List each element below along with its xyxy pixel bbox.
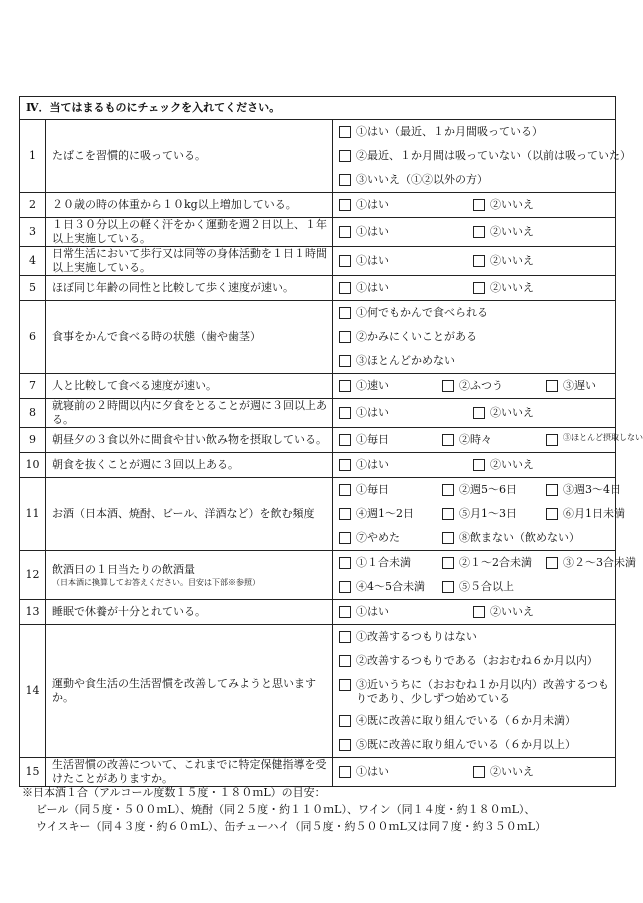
question-number: 10 (20, 453, 46, 478)
answer-option[interactable] (339, 502, 442, 526)
question-row (20, 301, 616, 374)
answer-options-cell (333, 478, 625, 551)
checkbox[interactable] (442, 532, 454, 544)
option-label: ②いいえ (490, 254, 534, 267)
answer-option[interactable] (339, 478, 442, 502)
option-label: ②最近、１か月間は吸っていない（以前は吸っていた） (356, 149, 631, 162)
answer-option[interactable] (339, 600, 473, 624)
question-text-cell (46, 301, 333, 374)
option-label: ②いいえ (490, 281, 534, 294)
question-number: 12 (20, 551, 46, 600)
option-label: ③週3～4日 (563, 483, 621, 496)
checkbox[interactable] (339, 331, 351, 343)
answer-options-cell (333, 600, 616, 625)
answer-option[interactable] (473, 453, 613, 477)
checkbox[interactable] (339, 407, 351, 419)
option-label: ④既に改善に取り組んでいる（６か月未満） (356, 714, 576, 727)
question-text-cell (46, 453, 333, 478)
option-label: ①はい (356, 198, 389, 211)
answer-options-cell (333, 399, 616, 428)
checkbox[interactable] (442, 557, 454, 569)
option-label: ①何でもかんで食べられる (356, 306, 488, 319)
question-row (20, 374, 616, 399)
answer-options-cell (333, 758, 616, 787)
option-label: ①はい (356, 458, 389, 471)
question-text: 人と比較して食べる速度が速い。 (52, 379, 217, 392)
question-text-cell (46, 428, 333, 453)
checkbox[interactable] (473, 199, 485, 211)
answer-options-cell (333, 247, 616, 276)
option-label: ③遅い (563, 379, 596, 392)
answer-options-cell (333, 120, 631, 193)
question-text-cell (46, 551, 333, 600)
answer-options-cell (333, 453, 616, 478)
answer-option[interactable] (339, 733, 613, 757)
answer-option[interactable] (473, 276, 613, 300)
checkbox[interactable] (339, 532, 351, 544)
question-number: 11 (20, 478, 46, 551)
answer-option[interactable] (339, 301, 613, 325)
checkbox[interactable] (339, 581, 351, 593)
checkbox[interactable] (442, 380, 454, 392)
checkbox[interactable] (339, 606, 351, 618)
option-label: ②改善するつもりである（おおむね６か月以内） (356, 654, 598, 667)
checkbox[interactable] (339, 282, 351, 294)
answer-options-cell (333, 374, 616, 399)
checkbox[interactable] (442, 508, 454, 520)
answer-option[interactable] (339, 428, 442, 452)
answer-option[interactable] (442, 526, 580, 550)
footnote-line-1: ※日本酒１合（アルコール度数１５度・１８０ｍL）の目安： (22, 786, 326, 799)
answer-option[interactable] (473, 220, 613, 244)
option-label: ③いいえ（①②以外の方） (356, 173, 488, 186)
answer-option[interactable] (339, 276, 473, 300)
question-text: 生活習慣の改善について、これまでに特定保健指導を受けたことがありますか。 (52, 758, 327, 785)
question-text: ほぼ同じ年齢の同性と比較して歩く速度が速い。 (52, 281, 294, 294)
question-row (20, 218, 616, 247)
question-number: 8 (20, 399, 46, 428)
question-text-cell (46, 276, 333, 301)
option-label: ⑤５合以上 (459, 580, 514, 593)
option-label: ①はい (356, 281, 389, 294)
question-number: 4 (20, 247, 46, 276)
option-label: ③２～3合未満 (563, 556, 636, 569)
answer-option[interactable] (546, 551, 636, 575)
question-number: 2 (20, 193, 46, 218)
option-label: ①１合未満 (356, 556, 411, 569)
answer-option[interactable] (473, 600, 613, 624)
question-number: 15 (20, 758, 46, 787)
option-label: ①速い (356, 379, 389, 392)
option-label: ①はい (356, 605, 389, 618)
question-text: １日３０分以上の軽く汗をかく運動を週２日以上、１年以上実施している。 (52, 218, 327, 245)
answer-option[interactable] (442, 502, 546, 526)
option-label: ②かみにくいことがある (356, 330, 477, 343)
answer-option[interactable] (473, 249, 613, 273)
checkbox[interactable] (339, 715, 351, 727)
checkbox[interactable] (339, 508, 351, 520)
checkbox[interactable] (339, 655, 351, 667)
answer-option[interactable] (546, 428, 643, 452)
footnote (22, 784, 622, 835)
question-number: 1 (20, 120, 46, 193)
answer-option[interactable] (339, 325, 613, 349)
answer-option[interactable] (339, 249, 473, 273)
question-row (20, 600, 616, 625)
checkbox[interactable] (473, 606, 485, 618)
checkbox[interactable] (339, 255, 351, 267)
option-label: ②いいえ (490, 458, 534, 471)
checkbox[interactable] (473, 766, 485, 778)
answer-option[interactable] (546, 478, 625, 502)
answer-options-cell (333, 193, 616, 218)
answer-option[interactable] (473, 401, 613, 425)
checkbox[interactable] (339, 766, 351, 778)
question-text-cell (46, 374, 333, 399)
answer-option[interactable] (546, 502, 625, 526)
question-row (20, 399, 616, 428)
question-text: たばこを習慣的に吸っている。 (52, 149, 206, 162)
checkbox[interactable] (339, 150, 351, 162)
option-label: ②１～2合未満 (459, 556, 532, 569)
option-label: ①改善するつもりはない (356, 630, 477, 643)
answer-options-cell (333, 301, 616, 374)
answer-option[interactable] (442, 428, 546, 452)
option-label: ②時々 (459, 433, 492, 446)
option-label: ②いいえ (490, 225, 534, 238)
option-label: ④週1～2日 (356, 507, 414, 520)
option-label: ③ほとんどかめない (356, 354, 455, 367)
question-text-cell (46, 193, 333, 218)
answer-option[interactable] (339, 649, 613, 673)
answer-options-cell (333, 276, 616, 301)
question-text: 食事をかんで食べる時の状態（歯や歯茎） (52, 330, 261, 343)
question-row (20, 551, 616, 600)
answer-options-cell (333, 428, 643, 453)
checkbox[interactable] (339, 355, 351, 367)
checkbox[interactable] (339, 174, 351, 186)
question-row (20, 120, 616, 193)
option-label: ①はい (356, 225, 389, 238)
question-row (20, 193, 616, 218)
question-number: 14 (20, 625, 46, 758)
answer-option[interactable] (339, 673, 613, 709)
answer-option[interactable] (339, 349, 613, 373)
answer-option[interactable] (473, 760, 613, 784)
question-number: 9 (20, 428, 46, 453)
option-label: ⑤既に改善に取り組んでいる（６か月以上） (356, 738, 576, 751)
question-row (20, 478, 616, 551)
option-label: ①はい (356, 406, 389, 419)
option-label: ⑧飲まない（飲めない） (459, 531, 580, 544)
checkbox[interactable] (339, 380, 351, 392)
option-label: ②いいえ (490, 198, 534, 211)
checkbox[interactable] (339, 199, 351, 211)
checkbox[interactable] (339, 557, 351, 569)
question-text: 日常生活において歩行又は同等の身体活動を１日１時間以上実施している。 (52, 247, 327, 274)
question-text: 朝食を抜くことが週に３回以上ある。 (52, 458, 239, 471)
question-row (20, 276, 616, 301)
checkbox[interactable] (339, 484, 351, 496)
answer-option[interactable] (339, 709, 613, 733)
question-text: お酒（日本酒、焼酎、ビール、洋酒など）を飲む頻度 (52, 507, 315, 520)
option-label: ⑦やめた (356, 531, 400, 544)
answer-option[interactable] (339, 374, 442, 398)
answer-options-cell (333, 218, 616, 247)
option-label: ①はい (356, 765, 389, 778)
checkbox[interactable] (339, 307, 351, 319)
question-number: 5 (20, 276, 46, 301)
answer-option[interactable] (339, 220, 473, 244)
answer-options-cell (333, 625, 616, 758)
checkbox[interactable] (473, 282, 485, 294)
option-label: ②いいえ (490, 765, 534, 778)
option-label: ①毎日 (356, 483, 389, 496)
question-text: 朝昼夕の３食以外に間食や甘い飲み物を摂取している。 (52, 433, 327, 446)
question-number: 13 (20, 600, 46, 625)
checkbox[interactable] (546, 508, 558, 520)
checkbox[interactable] (473, 226, 485, 238)
question-row (20, 453, 616, 478)
question-text: ２０歳の時の体重から１０kg以上増加している。 (52, 198, 297, 211)
checkbox[interactable] (442, 581, 454, 593)
checkbox[interactable] (339, 631, 351, 643)
question-text-cell (46, 399, 333, 428)
question-text-cell (46, 758, 333, 787)
checkbox[interactable] (546, 484, 558, 496)
option-label: ④4～5合未満 (356, 580, 425, 593)
answer-option[interactable] (339, 575, 442, 599)
checkbox[interactable] (546, 380, 558, 392)
checkbox[interactable] (473, 407, 485, 419)
option-label: ①毎日 (356, 433, 389, 446)
checkbox[interactable] (339, 459, 351, 471)
checkbox[interactable] (546, 557, 558, 569)
option-label: ⑥月1日未満 (563, 507, 625, 520)
questionnaire-table (19, 96, 643, 787)
answer-option[interactable] (339, 760, 473, 784)
question-row (20, 247, 616, 276)
option-label: ①はい (356, 254, 389, 267)
answer-option[interactable] (339, 453, 473, 477)
section-title: Ⅳ．当てはまるものにチェックを入れてください。 (20, 97, 616, 120)
question-text-cell (46, 478, 333, 551)
question-row (20, 758, 616, 787)
option-label: ①はい（最近、１か月間吸っている） (356, 125, 543, 138)
answer-option[interactable] (339, 401, 473, 425)
section-header-row (20, 97, 616, 120)
question-row (20, 625, 616, 758)
question-subtext: （日本酒に換算してお答えください。目安は下部※参照） (52, 577, 260, 587)
question-text: 就寝前の２時間以内に夕食をとることが週に３回以上ある。 (52, 399, 327, 426)
answer-options-cell (333, 551, 636, 600)
checkbox[interactable] (473, 255, 485, 267)
answer-option[interactable] (442, 478, 546, 502)
answer-option[interactable] (442, 551, 546, 575)
question-number: 6 (20, 301, 46, 374)
answer-option[interactable] (546, 374, 613, 398)
checkbox[interactable] (339, 226, 351, 238)
question-text: 飲酒日の１日当たりの飲酒量 (52, 562, 195, 576)
option-label: ②いいえ (490, 605, 534, 618)
checkbox[interactable] (442, 434, 454, 446)
question-text-cell (46, 218, 333, 247)
question-text: 睡眠で休養が十分とれている。 (52, 605, 206, 618)
answer-option[interactable] (339, 168, 631, 192)
question-row (20, 428, 616, 453)
checkbox[interactable] (339, 434, 351, 446)
footnote-line-2: ビール（同５度・５００ｍL）、焼酎（同２５度・約１１０ｍL）、ワイン（同１４度・約１８０ｍL）、 (36, 803, 536, 816)
checkbox[interactable] (442, 484, 454, 496)
answer-option[interactable] (339, 120, 631, 144)
checkbox[interactable] (339, 739, 351, 751)
footnote-line-3: ウイスキー（同４３度・約６０ｍL）、缶チューハイ（同５度・約５００ｍL又は同７度・約３５０ｍL） (36, 820, 547, 833)
question-text-cell (46, 120, 333, 193)
answer-option[interactable] (473, 193, 613, 217)
checkbox[interactable] (339, 126, 351, 138)
option-label: ③近いうちに（おおむね１か月以内）改善するつもりであり、少しずつ始めている (356, 678, 609, 705)
answer-option[interactable] (442, 374, 546, 398)
answer-option[interactable] (339, 625, 613, 649)
answer-option[interactable] (339, 551, 442, 575)
answer-option[interactable] (339, 193, 473, 217)
question-number: 7 (20, 374, 46, 399)
option-label: ②ふつう (459, 379, 503, 392)
checkbox[interactable] (473, 459, 485, 471)
question-text-cell (46, 600, 333, 625)
option-label: ③ほとんど摂取しない (563, 433, 643, 442)
question-text-cell (46, 625, 333, 758)
answer-option[interactable] (339, 526, 442, 550)
question-number: 3 (20, 218, 46, 247)
checkbox[interactable] (546, 434, 558, 446)
option-label: ②週5～6日 (459, 483, 517, 496)
option-label: ②いいえ (490, 406, 534, 419)
option-label: ⑤月1～3日 (459, 507, 517, 520)
question-text: 運動や食生活の生活習慣を改善してみようと思いますか。 (52, 677, 316, 704)
answer-option[interactable] (442, 575, 546, 599)
answer-option[interactable] (339, 144, 631, 168)
checkbox[interactable] (339, 679, 351, 691)
question-text-cell (46, 247, 333, 276)
